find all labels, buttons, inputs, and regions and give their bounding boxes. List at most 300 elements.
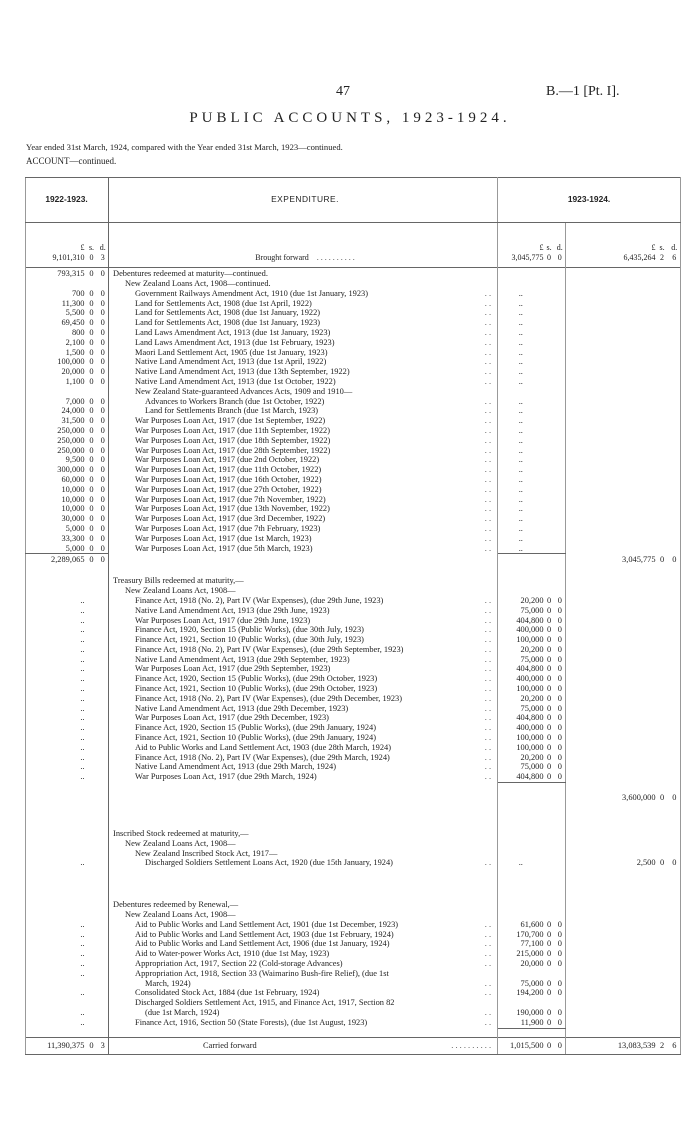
item-description (109, 635, 498, 645)
table-row (26, 988, 681, 998)
description-text: War Purposes Loan Act, 1917 (due 29th December, 1923) (135, 713, 329, 723)
prior-year-pounds: 250,000 (26, 436, 86, 446)
current-item-pounds: 20,200 (520, 644, 544, 654)
current-item-pence (555, 436, 566, 446)
current-total-pence (669, 606, 681, 616)
current-total-pounds (566, 998, 656, 1008)
item-description (109, 645, 498, 655)
current-total-pounds (566, 959, 656, 969)
leader-dots: . . (484, 416, 492, 426)
current-total-pounds (566, 743, 656, 753)
current-total-pence (669, 616, 681, 626)
current-item-shillings: 0 (546, 723, 552, 733)
current-item-pence: 0 (555, 988, 566, 998)
current-total-shillings (656, 299, 669, 309)
prior-year-pence: 0 (98, 465, 109, 475)
current-item-pence (555, 387, 566, 397)
table-row (26, 289, 681, 299)
prior-year-shillings (86, 664, 98, 674)
current-total-pounds (566, 524, 656, 534)
table-row (26, 268, 681, 280)
prior-year-pounds (26, 805, 86, 829)
current-item-pounds (498, 279, 544, 289)
prior-year-shillings: 0 (89, 327, 94, 337)
prior-year-pence (98, 783, 109, 794)
current-item-pence: 0 (555, 772, 566, 782)
prior-year-shillings (86, 606, 98, 616)
current-item-pence (555, 289, 566, 299)
description-text: Treasury Bills redeemed at maturity,— (113, 576, 244, 586)
description-text: War Purposes Loan Act, 1917 (due 13th November, 1922) (135, 504, 330, 514)
prior-year-pounds: .. (26, 664, 86, 674)
current-item-pounds (498, 566, 544, 576)
current-item-pence (555, 910, 566, 920)
current-total-shillings (656, 406, 669, 416)
prior-year-pounds: 11,300 (26, 299, 86, 309)
current-item-shillings (544, 268, 555, 280)
table-row (26, 514, 681, 524)
prior-year-pence (98, 684, 109, 694)
current-total-shillings (656, 674, 669, 684)
item-description (109, 969, 498, 979)
leader-dots: . . (484, 949, 492, 959)
current-item-pence (555, 455, 566, 465)
current-total-shillings (656, 465, 669, 475)
prior-year-pounds (26, 900, 86, 910)
current-item-shillings (544, 367, 555, 377)
current-total-pounds (566, 406, 656, 416)
current-total-pounds (566, 805, 656, 829)
current-total-pounds (566, 495, 656, 505)
current-total-shillings (656, 645, 669, 655)
current-total-pence (669, 544, 681, 554)
leader-dots: . . (484, 504, 492, 514)
item-description (109, 839, 498, 849)
prior-year-pence (98, 674, 109, 684)
current-total-shillings (656, 289, 669, 299)
current-total-shillings (656, 625, 669, 635)
prior-year-shillings: 0 (89, 367, 94, 377)
current-item-shillings (544, 839, 555, 849)
current-total-pence (669, 713, 681, 723)
item-description (109, 793, 498, 805)
table-row (26, 377, 681, 387)
prior-year-pounds (26, 387, 86, 397)
current-total-pence: 0 (669, 858, 681, 868)
current-total-pence: 6 (669, 1037, 681, 1054)
current-total-pence (669, 969, 681, 979)
prior-year-pounds: .. (26, 969, 86, 979)
current-item-shillings: 0 (546, 635, 552, 645)
current-total-shillings (656, 318, 669, 328)
current-item-pounds: .. (518, 357, 523, 367)
item-description (109, 616, 498, 626)
current-total-shillings (656, 969, 669, 979)
current-item-pounds: 400,000 (516, 625, 544, 635)
leader-dots: . . (484, 625, 492, 635)
prior-year-pence: 0 (98, 514, 109, 524)
leader-dots: . . (484, 318, 492, 328)
prior-year-shillings (86, 387, 98, 397)
current-item-pounds: .. (518, 425, 523, 435)
prior-year-pounds: .. (26, 616, 86, 626)
prior-year-pounds: 30,000 (26, 514, 86, 524)
current-item-shillings: 0 (546, 674, 552, 684)
current-total-shillings (656, 279, 669, 289)
prior-year-shillings (86, 655, 98, 665)
current-item-shillings (544, 805, 555, 829)
prior-year-pounds: .. (26, 694, 86, 704)
current-total-pounds (566, 586, 656, 596)
item-description (109, 348, 498, 358)
current-item-shillings (544, 576, 555, 586)
prior-year-shillings: 0 (89, 347, 94, 357)
current-item-pounds (498, 829, 544, 839)
prior-year-shillings: 0 (89, 425, 94, 435)
description-text: War Purposes Loan Act, 1917 (due 27th October, 1922) (135, 484, 322, 494)
current-total-shillings (656, 348, 669, 358)
current-item-pence: 0 (555, 694, 566, 704)
prior-year-pence (98, 387, 109, 397)
prior-year-pence: 0 (98, 485, 109, 495)
current-total-shillings (656, 949, 669, 959)
prior-year-shillings (86, 839, 98, 849)
item-description (109, 299, 498, 309)
table-row (26, 387, 681, 397)
current-item-pounds: 100,000 (516, 635, 544, 645)
current-total-shillings (656, 684, 669, 694)
prior-year-pounds: .. (26, 704, 86, 714)
current-item-pounds (498, 783, 544, 794)
current-item-shillings (544, 475, 555, 485)
current-total-pence (669, 1028, 681, 1037)
table-row (26, 367, 681, 377)
current-item-pounds: .. (518, 514, 523, 524)
prior-year-shillings (86, 969, 98, 979)
current-item-pounds: 20,000 (520, 959, 544, 969)
current-total-pence (669, 289, 681, 299)
current-total-pence (669, 308, 681, 318)
current-total-pence (669, 426, 681, 436)
description-text: War Purposes Loan Act, 1917 (due 5th March, 1923) (135, 543, 313, 553)
prior-year-pounds: 7,000 (26, 397, 86, 407)
current-total-pence (669, 743, 681, 753)
current-item-shillings (544, 910, 555, 920)
prior-year-pounds: 700 (26, 289, 86, 299)
current-item-pence: 0 (555, 1037, 566, 1054)
current-total-pounds (566, 868, 656, 900)
current-item-shillings: 0 (546, 644, 552, 654)
current-total-shillings (656, 805, 669, 829)
prior-year-shillings: 0 (89, 455, 94, 465)
current-item-pence: 0 (555, 1008, 566, 1018)
item-description (109, 868, 498, 900)
description-text: Government Railways Amendment Act, 1910 (due 1st January, 1923) (135, 288, 369, 298)
current-item-shillings: 0 (546, 1008, 552, 1017)
leader-dots: . . (484, 939, 492, 949)
current-total-shillings (656, 357, 669, 367)
current-total-pounds (566, 1018, 656, 1028)
item-description (109, 406, 498, 416)
prior-year-pounds: .. (26, 733, 86, 743)
current-item-pence: 0 (555, 979, 566, 989)
current-item-shillings (544, 514, 555, 524)
current-total-pence (669, 1008, 681, 1018)
current-total-pence (669, 1018, 681, 1028)
current-item-pounds: 194,200 (516, 988, 544, 998)
description-text: Finance Act, 1921, Section 10 (Public Works), (due 29th January, 1924) (135, 733, 377, 743)
table-row (26, 858, 681, 868)
table-row (26, 318, 681, 328)
description-text: Discharged Soldiers Settlement Loans Act, 1920 (due 15th January, 1924) (145, 858, 393, 868)
inner-s-unit: s. 0 (546, 243, 552, 263)
current-total-pence: 0 (669, 793, 681, 805)
prior-year-pence (98, 1028, 109, 1037)
prior-year-pence: 0 (98, 318, 109, 328)
prior-year-pence: 0 (98, 544, 109, 554)
current-item-pounds (498, 910, 544, 920)
s-unit: s. 0 (88, 243, 95, 263)
prior-year-shillings (86, 829, 98, 839)
current-total-pence (669, 348, 681, 358)
current-item-shillings (544, 416, 555, 426)
current-item-pence (555, 1028, 566, 1037)
leader-dots: . . (484, 357, 492, 367)
prior-year-pounds (26, 849, 86, 859)
units-and-brought-forward-row (26, 223, 681, 268)
current-total-pounds (566, 616, 656, 626)
leader-dots: . . (484, 752, 492, 762)
current-item-pence: 0 (555, 713, 566, 723)
current-item-pence: 0 (555, 616, 566, 626)
prior-year-pounds (26, 783, 86, 794)
current-item-pence (555, 514, 566, 524)
carried-forward-row (26, 1037, 681, 1054)
item-description (109, 377, 498, 387)
leader-dots: . . (484, 929, 492, 939)
current-total-shillings (656, 616, 669, 626)
prior-year-shillings (86, 713, 98, 723)
current-item-pounds (498, 793, 544, 805)
prior-year-pence (98, 743, 109, 753)
current-item-shillings (544, 406, 555, 416)
current-total-pounds (566, 387, 656, 397)
current-item-pence (555, 279, 566, 289)
current-item-pence (555, 338, 566, 348)
prior-year-pounds (26, 279, 86, 289)
item-description (109, 655, 498, 665)
current-item-pence (555, 328, 566, 338)
current-item-pounds: 11,900 (498, 1018, 544, 1028)
prior-year-pounds: .. (26, 684, 86, 694)
current-total-pounds (566, 684, 656, 694)
description-text: Appropriation Act, 1917, Section 22 (Cold-storage Advances) (135, 959, 343, 969)
current-total-pounds (566, 377, 656, 387)
current-item-pence: 0 (555, 635, 566, 645)
current-total-pence (669, 328, 681, 338)
table-row (26, 664, 681, 674)
description-text: Native Land Amendment Act, 1913 (due 29th March, 1924) (135, 762, 336, 772)
prior-year-pounds: .. (26, 596, 86, 606)
current-item-pence (555, 357, 566, 367)
current-total-pence (669, 397, 681, 407)
current-total-pence (669, 387, 681, 397)
prior-year-pence (98, 1008, 109, 1018)
current-total-shillings (656, 308, 669, 318)
prior-year-pounds: 5,000 (26, 524, 86, 534)
current-item-shillings (544, 504, 555, 514)
item-description (109, 753, 498, 763)
prior-year-pence: 0 (98, 504, 109, 514)
leader-dots: . . (484, 484, 492, 494)
prior-year-shillings (86, 684, 98, 694)
prior-year-pounds: 20,000 (26, 367, 86, 377)
current-total-pence (669, 829, 681, 839)
prior-year-shillings (86, 743, 98, 753)
table-row (26, 348, 681, 358)
prior-year-pence: 0 (98, 534, 109, 544)
current-total-shillings (656, 495, 669, 505)
prior-year-pence (98, 910, 109, 920)
prior-year-pence (98, 713, 109, 723)
prior-year-shillings (86, 616, 98, 626)
item-description (109, 949, 498, 959)
current-total-shillings (656, 387, 669, 397)
current-item-shillings (544, 849, 555, 859)
prior-year-pence: 0 (98, 377, 109, 387)
current-total-shillings (656, 485, 669, 495)
description-text: War Purposes Loan Act, 1917 (due 7th February, 1923) (135, 523, 321, 533)
prior-year-shillings: 0 (89, 288, 94, 298)
prior-year-pence: 0 (98, 426, 109, 436)
prior-year-pence (98, 279, 109, 289)
current-item-pounds (498, 839, 544, 849)
current-total-pence (669, 805, 681, 829)
table-row (26, 829, 681, 839)
current-total-pence (669, 465, 681, 475)
prior-year-shillings (86, 910, 98, 920)
prior-year-pounds: .. (26, 645, 86, 655)
prior-year-shillings (86, 279, 98, 289)
prior-year-pence: 0 (98, 328, 109, 338)
item-description (109, 279, 498, 289)
table-row (26, 704, 681, 714)
current-item-pounds: 77,100 (520, 939, 544, 949)
current-item-shillings: 0 (546, 762, 552, 772)
prior-year-pounds: .. (26, 988, 86, 998)
table-row (26, 998, 681, 1008)
current-total-shillings (656, 939, 669, 949)
prior-year-pence (98, 959, 109, 969)
prior-year-shillings (86, 635, 98, 645)
prior-year-shillings (86, 988, 98, 998)
leader-dots: . . (484, 288, 492, 298)
current-total-shillings (656, 544, 669, 554)
leader-dots: . . (484, 494, 492, 504)
current-total-pounds (566, 279, 656, 289)
current-total-shillings (656, 723, 669, 733)
current-total-shillings (656, 772, 669, 782)
table-header-row (26, 178, 681, 223)
current-item-pounds: 20,200 (520, 595, 544, 605)
prior-year-pence (98, 998, 109, 1008)
prior-year-pence (98, 793, 109, 805)
current-item-pounds: 75,000 (520, 762, 544, 772)
current-item-shillings: 0 (546, 605, 552, 615)
current-total-pounds (566, 308, 656, 318)
leader-dots: . . (484, 605, 492, 615)
prior-year-pounds: 10,000 (26, 485, 86, 495)
current-total-pence (669, 949, 681, 959)
prior-year-pence: 0 (98, 436, 109, 446)
current-total-pounds (566, 849, 656, 859)
leader-dots: . . (484, 635, 492, 645)
current-item-pence: 0 (555, 596, 566, 606)
table-row (26, 534, 681, 544)
current-item-pounds: .. (518, 504, 523, 514)
prior-year-pounds: 5,500 (26, 308, 86, 318)
prior-year-pence (98, 939, 109, 949)
description-text: Advances to Workers Branch (due 1st October, 1922) (145, 396, 325, 406)
current-item-pounds: .. (518, 858, 523, 868)
current-item-pence (555, 576, 566, 586)
item-description (109, 544, 498, 554)
current-total-pence (669, 753, 681, 763)
prior-year-shillings (86, 723, 98, 733)
leader-dots: . . (484, 308, 492, 318)
description-text: Native Land Amendment Act, 1913 (due 29th June, 1923) (135, 605, 330, 615)
prior-year-pence (98, 979, 109, 989)
prior-year-pounds: 24,000 (26, 406, 86, 416)
current-total-pounds (566, 723, 656, 733)
inner-d-unit: d. 0 (555, 223, 566, 268)
table-row (26, 397, 681, 407)
current-total-pounds: 3,045,775 (622, 555, 656, 565)
description-text: Native Land Amendment Act, 1913 (due 29th December, 1923) (135, 703, 349, 713)
prior-year-shillings: 0 (89, 484, 94, 494)
item-description (109, 704, 498, 714)
prior-year-pounds: .. (26, 762, 86, 772)
current-item-shillings (544, 436, 555, 446)
prior-year-pounds (26, 793, 86, 805)
description-text: War Purposes Loan Act, 1917 (due 29th June, 1923) (135, 615, 311, 625)
description-text: War Purposes Loan Act, 1917 (due 2nd October, 1922) (135, 455, 320, 465)
current-total-pence (669, 534, 681, 544)
leader-dots: . . (484, 615, 492, 625)
prior-year-shillings (86, 733, 98, 743)
current-item-shillings: 0 (546, 654, 552, 664)
prior-year-pounds: 69,450 (26, 318, 86, 328)
current-item-shillings (544, 455, 555, 465)
item-description (109, 829, 498, 839)
item-description (109, 939, 498, 949)
item-description (109, 1037, 498, 1054)
current-total-pounds: 3,600,000 (622, 793, 656, 803)
prior-year-shillings: 0 (86, 544, 98, 554)
table-row (26, 743, 681, 753)
table-row (26, 554, 681, 567)
table-row (26, 674, 681, 684)
prior-year-pence (98, 566, 109, 576)
current-item-shillings: 0 (546, 929, 552, 939)
description-text: Finance Act, 1920, Section 15 (Public Works), (due 30th July, 1923) (135, 625, 364, 635)
current-total-pounds (566, 674, 656, 684)
current-total-pence (669, 406, 681, 416)
current-total-pounds (566, 772, 656, 782)
current-item-shillings: 0 (546, 615, 552, 625)
current-item-pence (555, 868, 566, 900)
item-description (109, 805, 498, 829)
